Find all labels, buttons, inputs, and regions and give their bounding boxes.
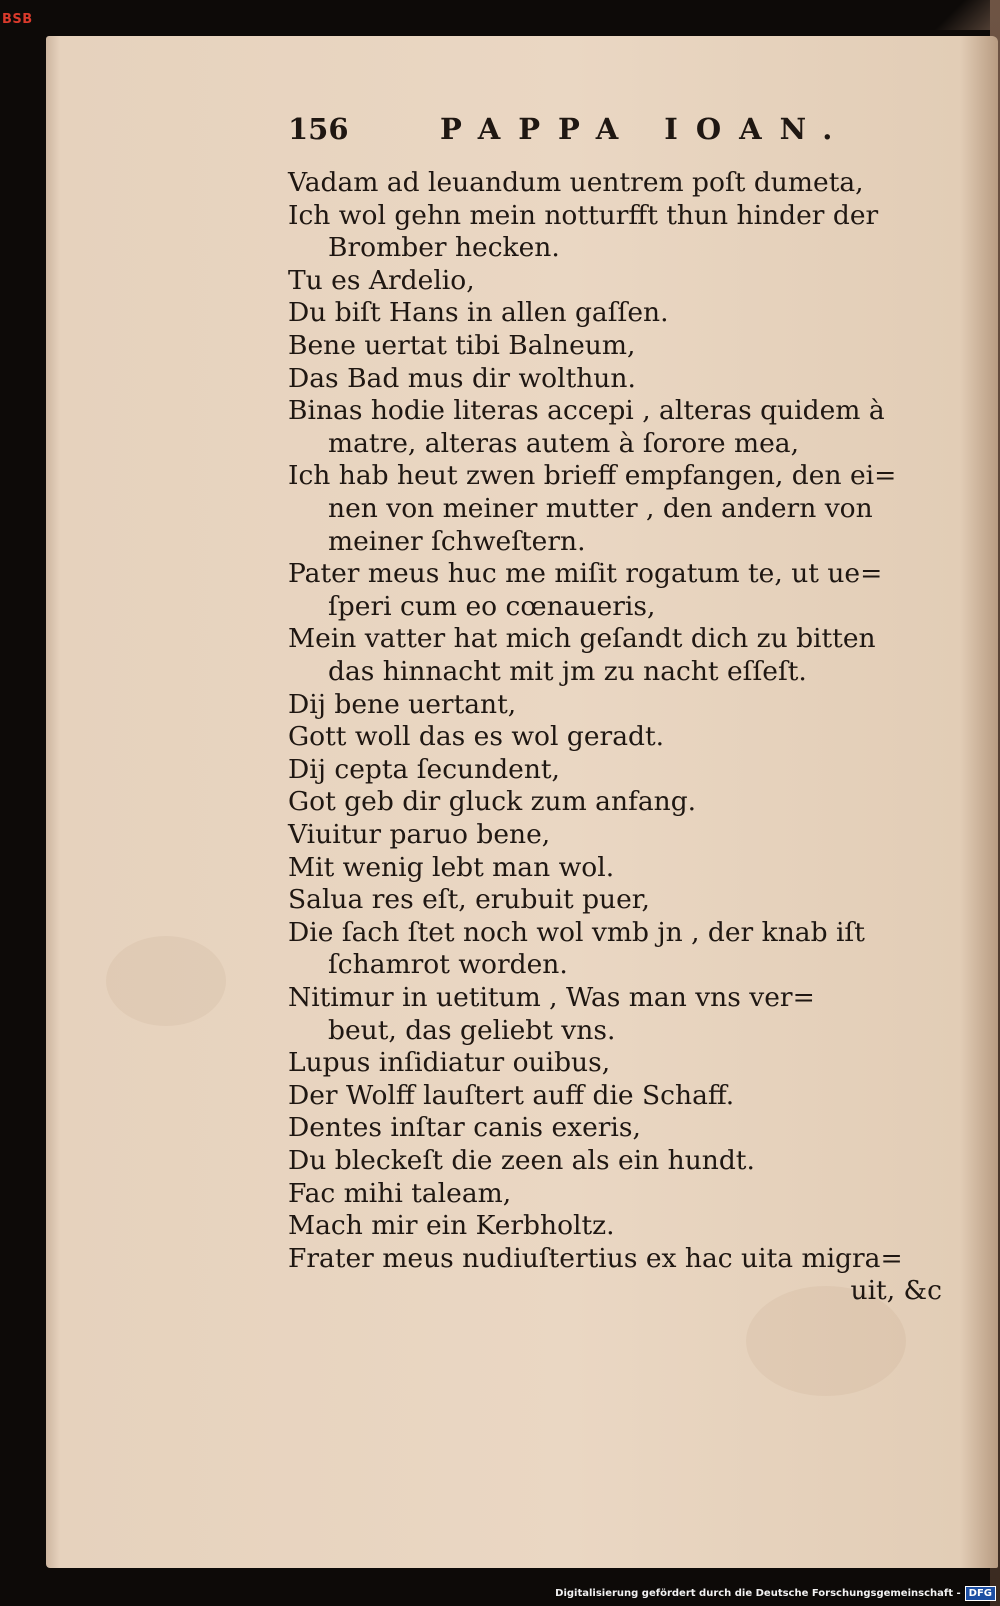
text-line: Dij bene uertant, xyxy=(288,688,517,720)
text-line: ſperi cum eo cœnaueris, xyxy=(328,590,656,622)
text-line: Mein vatter hat mich geſandt dich zu bitten xyxy=(288,623,876,655)
text-line: Fac mihi taleam, xyxy=(288,1177,512,1209)
text-line: Mach mir ein Kerbholtz. xyxy=(288,1210,615,1242)
book-corner xyxy=(920,0,1000,30)
text-line: Nitimur in uetitum , Was man vns ver= xyxy=(288,982,815,1013)
text-line: Mit wenig lebt man wol. xyxy=(288,851,615,883)
text-line: Du bleckeſt die zeen als ein hundt. xyxy=(288,1145,755,1176)
text-line: ſchamrot worden. xyxy=(328,949,568,981)
text-line: Lupus inſidiatur ouibus, xyxy=(288,1047,611,1079)
text-line: Gott woll das es wol geradt. xyxy=(288,721,665,753)
text-line: Die ſach ſtet noch wol vmb jn , der knab iſt xyxy=(288,916,865,948)
footer-credit: Digitalisierung gefördert durch die Deutsche Forschungsgemeinschaft - xyxy=(555,1587,961,1599)
text-line: Du biſt Hans in allen gaſſen. xyxy=(288,297,669,329)
text-line: Bromber hecken. xyxy=(328,232,560,264)
page-header xyxy=(288,112,868,152)
dfg-logo: DFG xyxy=(965,1586,996,1601)
text-line: matre, alteras autem à ſorore mea, xyxy=(328,427,800,459)
text-line: Das Bad mus dir wolthun. xyxy=(288,362,636,394)
text-line: Binas hodie literas accepi , alteras quidem à xyxy=(288,395,885,427)
text-line: meiner ſchweſtern. xyxy=(328,525,586,557)
library-mark: BSB xyxy=(2,12,33,27)
text-line: Dij cepta ſecundent, xyxy=(288,753,560,785)
text-line: das hinnacht mit jm zu nacht eſſeſt. xyxy=(328,656,807,687)
text-line: Salua res eſt, erubuit puer, xyxy=(288,884,650,916)
text-line: nen von meiner mutter , den andern von xyxy=(328,493,873,524)
text-line: Got geb dir gluck zum anfang. xyxy=(288,786,697,818)
paper-stain xyxy=(106,936,226,1026)
text-line-last: uit, &c xyxy=(850,1275,942,1307)
text-line: beut, das geliebt vns. xyxy=(328,1014,616,1046)
text-line: Ich wol gehn mein notturfft thun hinder der xyxy=(288,199,879,231)
text-line: Ich hab heut zwen brieff empfangen, den ei= xyxy=(288,460,897,492)
text-line: Bene uertat tibi Balneum, xyxy=(288,330,636,361)
footer-bar xyxy=(555,1582,996,1604)
text-line: Viuitur paruo bene, xyxy=(288,819,551,850)
text-line: Vadam ad leuandum uentrem poſt dumeta, xyxy=(288,167,864,198)
text-line: Tu es Ardelio, xyxy=(288,264,475,296)
running-title: PAPPA IOAN. xyxy=(440,112,851,146)
text-line: Pater meus huc me miſit rogatum te, ut ue= xyxy=(288,558,883,590)
text-line: Dentes inſtar canis exeris, xyxy=(288,1112,641,1144)
text-line: Frater meus nudiuſtertius ex hac uita migra= xyxy=(288,1242,903,1274)
text-line: Der Wolff lauſtert auff die Schaff. xyxy=(288,1079,735,1111)
page-number: 156 xyxy=(288,112,349,146)
